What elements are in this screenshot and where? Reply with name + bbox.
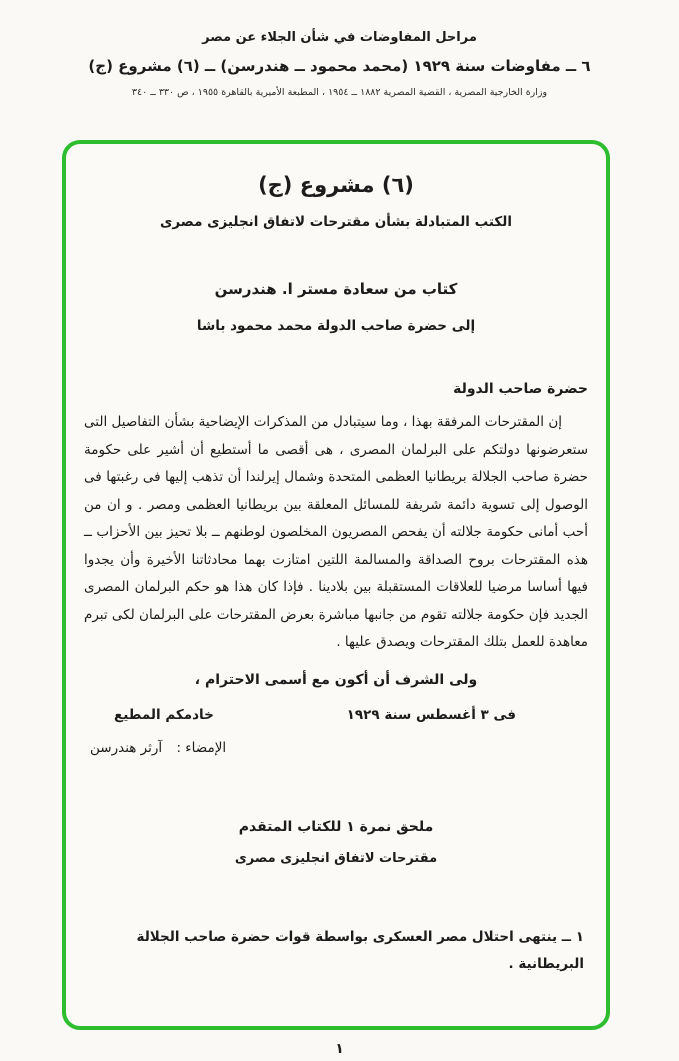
letter-date-signoff-row bbox=[84, 702, 588, 729]
letter-date: فى ٣ أغسطس سنة ١٩٢٩ bbox=[346, 706, 516, 723]
header-title: مراحل المفاوضات في شأن الجلاء عن مصر bbox=[202, 30, 477, 45]
annex-item-1: ١ ــ ينتهى احتلال مصر العسكرى بواسطة قوات حضرة صاحب الجلالة البريطانية . bbox=[136, 928, 584, 972]
header-source-citation: وزارة الخارجية المصرية ، القضية المصرية ١٨٨٢ ــ ١٩٥٤ ، المطبعة الأميرية بالقاهرة ١٩٥٥ ، ص ٣٣٠ ــ ٣٤٠ bbox=[131, 87, 548, 98]
document-frame bbox=[62, 140, 610, 1030]
letter-content bbox=[66, 144, 606, 978]
signature-label: الإمضاء : bbox=[176, 739, 227, 756]
header-subtitle: ٦ ــ مفاوضات سنة ١٩٢٩ (محمد محمود ــ هندرسن) ــ (٦) مشروع (ج) bbox=[88, 57, 591, 75]
letter-to-line: إلى حضرة صاحب الدولة محمد محمود باشا bbox=[196, 318, 476, 334]
letter-subtitle: الكتب المتبادلة بشأن مقترحات لاتفاق انجليزى مصرى bbox=[160, 214, 512, 230]
document-header bbox=[0, 30, 679, 98]
page-number: ١ bbox=[335, 1041, 344, 1057]
letter-from-line: كتاب من سعادة مستر ا. هندرسن bbox=[214, 280, 458, 298]
letter-title: (٦) مشروع (ج) bbox=[258, 173, 414, 197]
letter-salutation: حضرة صاحب الدولة bbox=[453, 381, 588, 397]
annex-title: ملحق نمرة ١ للكتاب المتقدم bbox=[238, 818, 434, 835]
letter-body-paragraph: إن المقترحات المرفقة بهذا ، وما سيتبادل من المذكرات الإيضاحية بشأن التفاصيل التى ستعرضونها دولتكم على البرلمان المصرى ، هى أقصى ما أستطيع أن أشير على حكومة حضرة صاحب الجلالة بريطانيا العظمى المتحدة وشمال إيرلندا أن تذهب إليها فى رغبتها فى الوصول إلى تسوية دائمة شريفة للمسائل المعلقة بين بريطانيا العظمى ومصر . و ان من أحب أمانى حكومة جلالته أن يفحص المصريون المخلصون لوطنهم ــ بلا تحيز بين الأحزاب ــ هذه المقترحات بروح الصداقة والمسالمة اللتين امتازت بهما محادثاتنا الأخيرة وأن يجدوا فيها أساسا مرضيا للعلاقات المستقبلة بين بلادينا . فإذا كان هذا هو حكم البرلمان المصرى الجديد فإن حكومة جلالته تقوم من جانبها مباشرة بعرض المقترحات على البرلمان لكى تبرم معاهدة للعمل بتلك المقترحات ويصدق عليها . bbox=[84, 414, 588, 650]
letter-signature-row bbox=[84, 735, 588, 762]
letter-signoff: خادمكم المطيع bbox=[114, 706, 214, 723]
letter-closing: ولى الشرف أن أكون مع أسمى الاحترام ، bbox=[194, 671, 478, 688]
signature-name: آرثر هندرسن bbox=[90, 739, 163, 756]
annex-subtitle: مقترحات لاتفاق انجليزى مصرى bbox=[234, 850, 438, 866]
